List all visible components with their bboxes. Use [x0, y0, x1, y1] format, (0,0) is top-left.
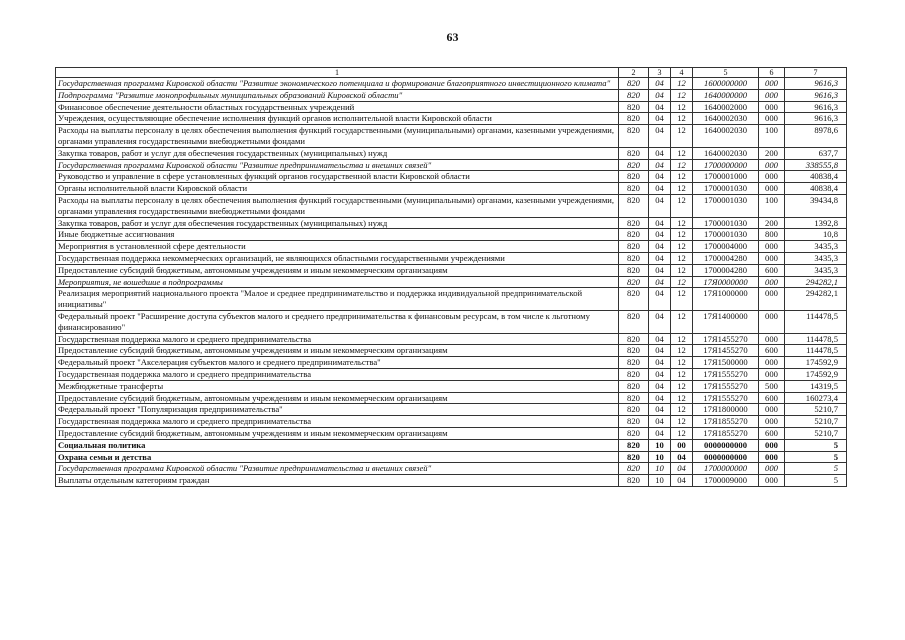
table-row	[56, 264, 847, 276]
row-subsection-cell: 12	[671, 194, 693, 217]
row-subsection-cell: 12	[671, 125, 693, 148]
row-name-cell: Предоставление субсидий бюджетным, автономным учреждениям и иным некоммерческим организациям	[56, 427, 619, 439]
row-target-article-cell: 17Я1800000	[693, 404, 759, 416]
row-name-cell: Федеральный проект "Акселерация субъектов малого и среднего предпринимательства"	[56, 357, 619, 369]
row-section-cell: 10	[649, 475, 671, 487]
row-expense-type-cell: 000	[759, 288, 785, 311]
row-target-article-cell: 1700004280	[693, 252, 759, 264]
row-target-article-cell: 17Я1555270	[693, 392, 759, 404]
row-expense-type-cell: 000	[759, 276, 785, 288]
row-section-cell: 04	[649, 264, 671, 276]
row-section-cell: 04	[649, 380, 671, 392]
row-name-cell: Федеральный проект "Популяризация предпринимательства"	[56, 404, 619, 416]
row-section-cell: 04	[649, 357, 671, 369]
row-section-cell: 04	[649, 101, 671, 113]
row-name-cell: Государственная программа Кировской области "Развитие предпринимательства и внешних связей"	[56, 159, 619, 171]
row-subsection-cell: 12	[671, 427, 693, 439]
table-row	[56, 463, 847, 475]
row-amount-cell: 1392,8	[785, 217, 847, 229]
row-admin-code-cell: 820	[619, 463, 649, 475]
row-name-cell: Мероприятия в установленной сфере деятельности	[56, 241, 619, 253]
table-row	[56, 427, 847, 439]
row-amount-cell: 9616,3	[785, 89, 847, 101]
row-target-article-cell: 17Я1555270	[693, 380, 759, 392]
row-amount-cell: 5	[785, 475, 847, 487]
row-target-article-cell: 0000000000	[693, 439, 759, 451]
row-amount-cell: 40838,4	[785, 183, 847, 195]
row-name-cell: Государственная поддержка малого и среднего предпринимательства	[56, 333, 619, 345]
row-subsection-cell: 04	[671, 475, 693, 487]
row-amount-cell: 5210,7	[785, 427, 847, 439]
row-section-cell: 10	[649, 463, 671, 475]
row-target-article-cell: 17Я1455270	[693, 333, 759, 345]
row-name-cell: Органы исполнительной власти Кировской области	[56, 183, 619, 195]
row-admin-code-cell: 820	[619, 147, 649, 159]
table-row	[56, 404, 847, 416]
row-subsection-cell: 12	[671, 89, 693, 101]
row-expense-type-cell: 000	[759, 404, 785, 416]
row-target-article-cell: 17Я1455270	[693, 345, 759, 357]
row-subsection-cell: 12	[671, 310, 693, 333]
header-cell: 5	[693, 68, 759, 78]
row-amount-cell: 5	[785, 439, 847, 451]
row-section-cell: 04	[649, 183, 671, 195]
row-name-cell: Межбюджетные трансферты	[56, 380, 619, 392]
row-expense-type-cell: 000	[759, 78, 785, 90]
row-subsection-cell: 12	[671, 229, 693, 241]
row-section-cell: 04	[649, 392, 671, 404]
row-expense-type-cell: 100	[759, 194, 785, 217]
row-expense-type-cell: 000	[759, 451, 785, 463]
row-target-article-cell: 1700004000	[693, 241, 759, 253]
row-subsection-cell: 12	[671, 392, 693, 404]
row-amount-cell: 9616,3	[785, 78, 847, 90]
row-amount-cell: 174592,9	[785, 357, 847, 369]
row-amount-cell: 5210,7	[785, 416, 847, 428]
row-target-article-cell: 1640002030	[693, 147, 759, 159]
row-expense-type-cell: 000	[759, 310, 785, 333]
table-row	[56, 252, 847, 264]
row-admin-code-cell: 820	[619, 113, 649, 125]
row-target-article-cell: 1700004280	[693, 264, 759, 276]
row-name-cell: Иные бюджетные ассигнования	[56, 229, 619, 241]
row-expense-type-cell: 000	[759, 89, 785, 101]
row-name-cell: Расходы на выплаты персоналу в целях обеспечения выполнения функций государственными (муниципальными) органами, казенными учреждениями, органами управления государственными внебюджетными фондами	[56, 125, 619, 148]
row-subsection-cell: 12	[671, 78, 693, 90]
row-name-cell: Предоставление субсидий бюджетным, автономным учреждениям и иным некоммерческим организациям	[56, 264, 619, 276]
table-row	[56, 439, 847, 451]
row-amount-cell: 114478,5	[785, 345, 847, 357]
row-expense-type-cell: 000	[759, 357, 785, 369]
row-section-cell: 04	[649, 427, 671, 439]
row-name-cell: Финансовое обеспечение деятельности областных государственных учреждений	[56, 101, 619, 113]
table-row	[56, 310, 847, 333]
table-row	[56, 357, 847, 369]
row-subsection-cell: 12	[671, 404, 693, 416]
row-amount-cell: 3435,3	[785, 252, 847, 264]
row-name-cell: Государственная программа Кировской области "Развитие экономического потенциала и формирование благоприятного инвестиционного климата"	[56, 78, 619, 90]
header-cell: 7	[785, 68, 847, 78]
row-admin-code-cell: 820	[619, 427, 649, 439]
row-subsection-cell: 12	[671, 159, 693, 171]
row-name-cell: Государственная программа Кировской области "Развитие предпринимательства и внешних связей"	[56, 463, 619, 475]
row-name-cell: Руководство и управление в сфере установленных функций органов государственной власти Кировской области	[56, 171, 619, 183]
row-name-cell: Выплаты отдельным категориям граждан	[56, 475, 619, 487]
row-amount-cell: 294282,1	[785, 288, 847, 311]
row-admin-code-cell: 820	[619, 264, 649, 276]
row-name-cell: Реализация мероприятий национального проекта "Малое и среднее предпринимательство и поддержка индивидуальной предпринимательской инициативы"	[56, 288, 619, 311]
row-admin-code-cell: 820	[619, 392, 649, 404]
row-section-cell: 04	[649, 241, 671, 253]
row-expense-type-cell: 600	[759, 392, 785, 404]
row-section-cell: 04	[649, 159, 671, 171]
row-name-cell: Мероприятия, не вошедшие в подпрограммы	[56, 276, 619, 288]
header-cell: 2	[619, 68, 649, 78]
row-amount-cell: 160273,4	[785, 392, 847, 404]
table-row	[56, 345, 847, 357]
row-admin-code-cell: 820	[619, 89, 649, 101]
row-target-article-cell: 1640002030	[693, 125, 759, 148]
row-subsection-cell: 12	[671, 241, 693, 253]
row-expense-type-cell: 000	[759, 463, 785, 475]
row-expense-type-cell: 000	[759, 159, 785, 171]
row-subsection-cell: 12	[671, 357, 693, 369]
row-amount-cell: 8978,6	[785, 125, 847, 148]
row-expense-type-cell: 100	[759, 125, 785, 148]
row-admin-code-cell: 820	[619, 217, 649, 229]
row-admin-code-cell: 820	[619, 229, 649, 241]
row-section-cell: 04	[649, 345, 671, 357]
row-expense-type-cell: 000	[759, 171, 785, 183]
row-subsection-cell: 12	[671, 276, 693, 288]
row-expense-type-cell: 000	[759, 333, 785, 345]
row-admin-code-cell: 820	[619, 101, 649, 113]
row-subsection-cell: 12	[671, 101, 693, 113]
table-header-row	[56, 68, 847, 78]
table-row	[56, 171, 847, 183]
row-expense-type-cell: 000	[759, 439, 785, 451]
row-section-cell: 04	[649, 125, 671, 148]
row-expense-type-cell: 000	[759, 416, 785, 428]
row-name-cell: Закупка товаров, работ и услуг для обеспечения государственных (муниципальных) нужд	[56, 217, 619, 229]
row-subsection-cell: 12	[671, 183, 693, 195]
row-expense-type-cell: 200	[759, 217, 785, 229]
table-row	[56, 475, 847, 487]
row-target-article-cell: 17Я1555270	[693, 368, 759, 380]
row-subsection-cell: 12	[671, 217, 693, 229]
row-subsection-cell: 12	[671, 113, 693, 125]
row-admin-code-cell: 820	[619, 276, 649, 288]
row-admin-code-cell: 820	[619, 475, 649, 487]
row-admin-code-cell: 820	[619, 171, 649, 183]
row-name-cell: Закупка товаров, работ и услуг для обеспечения государственных (муниципальных) нужд	[56, 147, 619, 159]
page-number: 63	[446, 30, 459, 44]
row-target-article-cell: 1640002000	[693, 101, 759, 113]
row-target-article-cell: 1700001030	[693, 183, 759, 195]
row-section-cell: 10	[649, 439, 671, 451]
table-row	[56, 125, 847, 148]
row-section-cell: 04	[649, 89, 671, 101]
row-name-cell: Государственная поддержка малого и среднего предпринимательства	[56, 368, 619, 380]
table-row	[56, 333, 847, 345]
row-amount-cell: 338555,8	[785, 159, 847, 171]
row-name-cell: Предоставление субсидий бюджетным, автономным учреждениям и иным некоммерческим организациям	[56, 345, 619, 357]
row-target-article-cell: 1700009000	[693, 475, 759, 487]
row-subsection-cell: 00	[671, 439, 693, 451]
row-expense-type-cell: 600	[759, 345, 785, 357]
row-subsection-cell: 12	[671, 368, 693, 380]
row-admin-code-cell: 820	[619, 241, 649, 253]
row-admin-code-cell: 820	[619, 125, 649, 148]
row-admin-code-cell: 820	[619, 194, 649, 217]
row-section-cell: 10	[649, 451, 671, 463]
row-admin-code-cell: 820	[619, 333, 649, 345]
row-amount-cell: 9616,3	[785, 101, 847, 113]
row-subsection-cell: 12	[671, 147, 693, 159]
row-amount-cell: 5	[785, 451, 847, 463]
row-name-cell: Охрана семьи и детства	[56, 451, 619, 463]
row-admin-code-cell: 820	[619, 368, 649, 380]
row-amount-cell: 294282,1	[785, 276, 847, 288]
row-section-cell: 04	[649, 78, 671, 90]
row-target-article-cell: 1600000000	[693, 78, 759, 90]
table-row	[56, 194, 847, 217]
table-row	[56, 101, 847, 113]
row-expense-type-cell: 000	[759, 113, 785, 125]
row-expense-type-cell: 500	[759, 380, 785, 392]
row-admin-code-cell: 820	[619, 416, 649, 428]
table-row	[56, 89, 847, 101]
table-row	[56, 392, 847, 404]
row-admin-code-cell: 820	[619, 159, 649, 171]
row-expense-type-cell: 000	[759, 183, 785, 195]
row-section-cell: 04	[649, 288, 671, 311]
table-row	[56, 78, 847, 90]
row-amount-cell: 637,7	[785, 147, 847, 159]
table-row	[56, 416, 847, 428]
table-row	[56, 217, 847, 229]
row-amount-cell: 39434,8	[785, 194, 847, 217]
table-row	[56, 288, 847, 311]
row-subsection-cell: 12	[671, 416, 693, 428]
row-target-article-cell: 1700000000	[693, 463, 759, 475]
table-row	[56, 241, 847, 253]
row-subsection-cell: 12	[671, 171, 693, 183]
row-amount-cell: 5210,7	[785, 404, 847, 416]
row-name-cell: Социальная политика	[56, 439, 619, 451]
row-admin-code-cell: 820	[619, 357, 649, 369]
row-target-article-cell: 0000000000	[693, 451, 759, 463]
row-target-article-cell: 1640002030	[693, 113, 759, 125]
row-target-article-cell: 17Я1000000	[693, 288, 759, 311]
row-expense-type-cell: 600	[759, 427, 785, 439]
row-admin-code-cell: 820	[619, 78, 649, 90]
row-subsection-cell: 04	[671, 463, 693, 475]
header-cell: 4	[671, 68, 693, 78]
row-section-cell: 04	[649, 171, 671, 183]
row-target-article-cell: 1700001030	[693, 229, 759, 241]
row-expense-type-cell: 000	[759, 241, 785, 253]
header-cell: 1	[56, 68, 619, 78]
row-expense-type-cell: 000	[759, 252, 785, 264]
row-target-article-cell: 17Я0000000	[693, 276, 759, 288]
table-row	[56, 159, 847, 171]
row-amount-cell: 10,8	[785, 229, 847, 241]
row-section-cell: 04	[649, 368, 671, 380]
row-section-cell: 04	[649, 333, 671, 345]
row-section-cell: 04	[649, 113, 671, 125]
row-subsection-cell: 12	[671, 288, 693, 311]
row-name-cell: Расходы на выплаты персоналу в целях обеспечения выполнения функций государственными (муниципальными) органами, казенными учреждениями, органами управления государственными внебюджетными фондами	[56, 194, 619, 217]
row-amount-cell: 3435,3	[785, 264, 847, 276]
row-admin-code-cell: 820	[619, 288, 649, 311]
row-admin-code-cell: 820	[619, 404, 649, 416]
row-name-cell: Учреждения, осуществляющие обеспечение исполнения функций органов исполнительной власти Кировской области	[56, 113, 619, 125]
table-row	[56, 380, 847, 392]
row-section-cell: 04	[649, 147, 671, 159]
row-target-article-cell: 1700001000	[693, 171, 759, 183]
row-amount-cell: 14319,5	[785, 380, 847, 392]
row-subsection-cell: 12	[671, 345, 693, 357]
row-subsection-cell: 12	[671, 380, 693, 392]
row-section-cell: 04	[649, 276, 671, 288]
row-name-cell: Федеральный проект "Расширение доступа субъектов малого и среднего предпринимательства к финансовым ресурсам, в том числе к льготному финансированию"	[56, 310, 619, 333]
table-row	[56, 229, 847, 241]
row-target-article-cell: 1700001030	[693, 194, 759, 217]
row-admin-code-cell: 820	[619, 310, 649, 333]
row-expense-type-cell: 000	[759, 101, 785, 113]
row-expense-type-cell: 800	[759, 229, 785, 241]
row-admin-code-cell: 820	[619, 380, 649, 392]
row-name-cell: Предоставление субсидий бюджетным, автономным учреждениям и иным некоммерческим организациям	[56, 392, 619, 404]
table-row	[56, 113, 847, 125]
row-target-article-cell: 1700000000	[693, 159, 759, 171]
table-row	[56, 183, 847, 195]
header-cell: 3	[649, 68, 671, 78]
budget-table	[55, 67, 847, 487]
row-amount-cell: 174592,9	[785, 368, 847, 380]
row-amount-cell: 114478,5	[785, 310, 847, 333]
row-section-cell: 04	[649, 217, 671, 229]
table-row	[56, 276, 847, 288]
row-target-article-cell: 17Я1500000	[693, 357, 759, 369]
table-row	[56, 451, 847, 463]
row-target-article-cell: 17Я1400000	[693, 310, 759, 333]
row-expense-type-cell: 200	[759, 147, 785, 159]
table-row	[56, 147, 847, 159]
row-section-cell: 04	[649, 310, 671, 333]
row-expense-type-cell: 000	[759, 368, 785, 380]
row-section-cell: 04	[649, 229, 671, 241]
row-amount-cell: 5	[785, 463, 847, 475]
row-target-article-cell: 1700001030	[693, 217, 759, 229]
row-name-cell: Государственная поддержка малого и среднего предпринимательства	[56, 416, 619, 428]
row-section-cell: 04	[649, 416, 671, 428]
row-amount-cell: 3435,3	[785, 241, 847, 253]
row-target-article-cell: 1640000000	[693, 89, 759, 101]
row-subsection-cell: 04	[671, 451, 693, 463]
row-admin-code-cell: 820	[619, 345, 649, 357]
row-section-cell: 04	[649, 194, 671, 217]
row-target-article-cell: 17Я1855270	[693, 416, 759, 428]
row-admin-code-cell: 820	[619, 183, 649, 195]
row-admin-code-cell: 820	[619, 439, 649, 451]
row-subsection-cell: 12	[671, 252, 693, 264]
row-expense-type-cell: 600	[759, 264, 785, 276]
row-section-cell: 04	[649, 252, 671, 264]
row-expense-type-cell: 000	[759, 475, 785, 487]
row-admin-code-cell: 820	[619, 451, 649, 463]
row-target-article-cell: 17Я1855270	[693, 427, 759, 439]
row-amount-cell: 9616,3	[785, 113, 847, 125]
table-row	[56, 368, 847, 380]
row-subsection-cell: 12	[671, 264, 693, 276]
row-admin-code-cell: 820	[619, 252, 649, 264]
row-amount-cell: 40838,4	[785, 171, 847, 183]
row-amount-cell: 114478,5	[785, 333, 847, 345]
row-name-cell: Государственная поддержка некоммерческих организаций, не являющихся областными государственными учреждениями	[56, 252, 619, 264]
header-cell: 6	[759, 68, 785, 78]
row-section-cell: 04	[649, 404, 671, 416]
row-name-cell: Подпрограмма "Развитие монопрофильных муниципальных образований Кировской области"	[56, 89, 619, 101]
row-subsection-cell: 12	[671, 333, 693, 345]
